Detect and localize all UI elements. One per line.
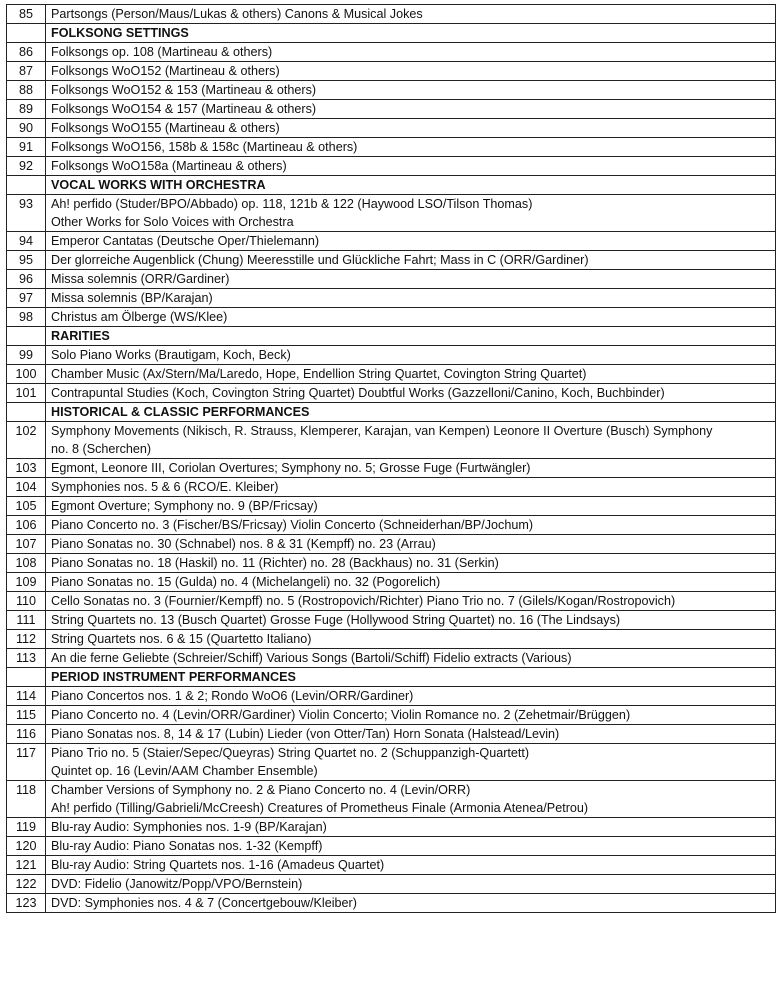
item-number: 117 xyxy=(7,744,46,781)
table-row xyxy=(7,232,776,251)
item-description xyxy=(46,592,776,611)
item-number: 90 xyxy=(7,119,46,138)
description-line: String Quartets nos. 6 & 15 (Quartetto Italiano) xyxy=(51,632,312,646)
item-number: 113 xyxy=(7,649,46,668)
item-number: 86 xyxy=(7,43,46,62)
item-number: 115 xyxy=(7,706,46,725)
item-number: 93 xyxy=(7,195,46,232)
item-number: 98 xyxy=(7,308,46,327)
item-description xyxy=(46,611,776,630)
table-row xyxy=(7,138,776,157)
section-header-row xyxy=(7,327,776,346)
item-number: 121 xyxy=(7,856,46,875)
table-row xyxy=(7,459,776,478)
item-number: 92 xyxy=(7,157,46,176)
item-description xyxy=(46,554,776,573)
description-line: Piano Sonatas no. 15 (Gulda) no. 4 (Michelangeli) no. 32 (Pogorelich) xyxy=(51,575,441,589)
table-row xyxy=(7,346,776,365)
item-number: 87 xyxy=(7,62,46,81)
section-title: FOLKSONG SETTINGS xyxy=(46,24,776,43)
item-description xyxy=(46,573,776,592)
table-row xyxy=(7,687,776,706)
table-row xyxy=(7,573,776,592)
item-description xyxy=(46,365,776,384)
section-header-row xyxy=(7,24,776,43)
item-number: 101 xyxy=(7,384,46,403)
description-line: Folksongs op. 108 (Martineau & others) xyxy=(51,45,273,59)
item-number: 95 xyxy=(7,251,46,270)
description-line: String Quartets no. 13 (Busch Quartet) Grosse Fuge (Hollywood String Quartet) no. 16 (The Lindsays) xyxy=(51,613,621,627)
item-number: 108 xyxy=(7,554,46,573)
table-row xyxy=(7,894,776,913)
table-row xyxy=(7,195,776,232)
description-line: Piano Concerto no. 4 (Levin/ORR/Gardiner) Violin Concerto; Violin Romance no. 2 (Zehetmair/Brüggen) xyxy=(51,708,631,722)
table-row xyxy=(7,100,776,119)
description-line: Ah! perfido (Studer/BPO/Abbado) op. 118, 121b & 122 (Haywood LSO/Tilson Thomas) xyxy=(51,197,533,211)
section-header-row xyxy=(7,176,776,195)
item-number: 91 xyxy=(7,138,46,157)
description-line: Other Works for Solo Voices with Orchestra xyxy=(51,215,294,229)
item-number: 116 xyxy=(7,725,46,744)
table-row xyxy=(7,744,776,781)
section-title: HISTORICAL & CLASSIC PERFORMANCES xyxy=(46,403,776,422)
item-description xyxy=(46,744,776,781)
item-description xyxy=(46,856,776,875)
table-row xyxy=(7,649,776,668)
item-description xyxy=(46,459,776,478)
description-line: Egmont, Leonore III, Coriolan Overtures; Symphony no. 5; Grosse Fuge (Furtwängler) xyxy=(51,461,531,475)
item-description xyxy=(46,308,776,327)
description-line: Piano Concertos nos. 1 & 2; Rondo WoO6 (Levin/ORR/Gardiner) xyxy=(51,689,414,703)
item-description xyxy=(46,62,776,81)
item-description xyxy=(46,346,776,365)
table-row xyxy=(7,837,776,856)
description-line: Folksongs WoO152 & 153 (Martineau & others) xyxy=(51,83,317,97)
item-number: 110 xyxy=(7,592,46,611)
section-title: RARITIES xyxy=(46,327,776,346)
item-description xyxy=(46,5,776,24)
description-line: Symphony Movements (Nikisch, R. Strauss, Klemperer, Karajan, van Kempen) Leonore II Overture (Busch) Symphony xyxy=(51,424,713,438)
item-number: 118 xyxy=(7,781,46,818)
section-number-cell xyxy=(7,24,46,43)
table-row xyxy=(7,554,776,573)
item-number: 97 xyxy=(7,289,46,308)
section-number-cell xyxy=(7,668,46,687)
item-description xyxy=(46,837,776,856)
table-row xyxy=(7,725,776,744)
description-line: Emperor Cantatas (Deutsche Oper/Thielemann) xyxy=(51,234,320,248)
table-row xyxy=(7,535,776,554)
item-description xyxy=(46,516,776,535)
item-description xyxy=(46,138,776,157)
description-line: Folksongs WoO155 (Martineau & others) xyxy=(51,121,280,135)
item-number: 106 xyxy=(7,516,46,535)
table-row xyxy=(7,251,776,270)
item-number: 119 xyxy=(7,818,46,837)
description-line: Piano Sonatas nos. 8, 14 & 17 (Lubin) Lieder (von Otter/Tan) Horn Sonata (Halstead/Levin) xyxy=(51,727,560,741)
table-row xyxy=(7,781,776,818)
table-row xyxy=(7,365,776,384)
item-description xyxy=(46,725,776,744)
item-number: 96 xyxy=(7,270,46,289)
item-description xyxy=(46,875,776,894)
description-line: Piano Sonatas no. 18 (Haskil) no. 11 (Richter) no. 28 (Backhaus) no. 31 (Serkin) xyxy=(51,556,499,570)
item-description xyxy=(46,100,776,119)
section-header-row xyxy=(7,403,776,422)
section-header-row xyxy=(7,668,776,687)
table-row xyxy=(7,478,776,497)
table-row xyxy=(7,308,776,327)
section-title: VOCAL WORKS WITH ORCHESTRA xyxy=(46,176,776,195)
catalog-body xyxy=(7,5,776,913)
table-row xyxy=(7,422,776,459)
description-line: Christus am Ölberge (WS/Klee) xyxy=(51,310,228,324)
table-row xyxy=(7,630,776,649)
description-line: Quintet op. 16 (Levin/AAM Chamber Ensemble) xyxy=(51,764,318,778)
section-number-cell xyxy=(7,176,46,195)
item-description xyxy=(46,630,776,649)
description-line: Partsongs (Person/Maus/Lukas & others) Canons & Musical Jokes xyxy=(51,7,423,21)
table-row xyxy=(7,81,776,100)
item-description xyxy=(46,81,776,100)
description-line: no. 8 (Scherchen) xyxy=(51,442,152,456)
description-line: Blu-ray Audio: Piano Sonatas nos. 1-32 (Kempff) xyxy=(51,839,323,853)
item-number: 104 xyxy=(7,478,46,497)
table-row xyxy=(7,592,776,611)
section-title: PERIOD INSTRUMENT PERFORMANCES xyxy=(46,668,776,687)
table-row xyxy=(7,875,776,894)
item-description xyxy=(46,384,776,403)
item-number: 123 xyxy=(7,894,46,913)
item-number: 94 xyxy=(7,232,46,251)
description-line: Chamber Music (Ax/Stern/Ma/Laredo, Hope, Endellion String Quartet, Covington String Quartet) xyxy=(51,367,587,381)
item-description xyxy=(46,289,776,308)
item-number: 107 xyxy=(7,535,46,554)
table-row xyxy=(7,818,776,837)
item-description xyxy=(46,478,776,497)
table-row xyxy=(7,856,776,875)
description-line: Folksongs WoO158a (Martineau & others) xyxy=(51,159,287,173)
description-line: Folksongs WoO154 & 157 (Martineau & others) xyxy=(51,102,317,116)
description-line: Blu-ray Audio: Symphonies nos. 1-9 (BP/Karajan) xyxy=(51,820,327,834)
item-number: 114 xyxy=(7,687,46,706)
table-row xyxy=(7,5,776,24)
description-line: Piano Concerto no. 3 (Fischer/BS/Fricsay) Violin Concerto (Schneiderhan/BP/Jochum) xyxy=(51,518,534,532)
table-row xyxy=(7,270,776,289)
table-row xyxy=(7,611,776,630)
table-row xyxy=(7,384,776,403)
item-description xyxy=(46,781,776,818)
item-number: 109 xyxy=(7,573,46,592)
table-row xyxy=(7,289,776,308)
section-number-cell xyxy=(7,327,46,346)
table-row xyxy=(7,157,776,176)
item-description xyxy=(46,818,776,837)
item-description xyxy=(46,497,776,516)
table-row xyxy=(7,516,776,535)
description-line: An die ferne Geliebte (Schreier/Schiff) Various Songs (Bartoli/Schiff) Fidelio extracts (Various) xyxy=(51,651,572,665)
catalog-table xyxy=(6,4,776,913)
item-number: 122 xyxy=(7,875,46,894)
description-line: Folksongs WoO156, 158b & 158c (Martineau & others) xyxy=(51,140,358,154)
description-line: DVD: Fidelio (Janowitz/Popp/VPO/Bernstein) xyxy=(51,877,303,891)
description-line: Ah! perfido (Tilling/Gabrieli/McCreesh) Creatures of Prometheus Finale (Armonia Atenea/Petrou) xyxy=(51,801,589,815)
item-number: 88 xyxy=(7,81,46,100)
item-description xyxy=(46,251,776,270)
description-line: Chamber Versions of Symphony no. 2 & Piano Concerto no. 4 (Levin/ORR) xyxy=(51,783,471,797)
item-description xyxy=(46,270,776,289)
description-line: Der glorreiche Augenblick (Chung) Meeresstille und Glückliche Fahrt; Mass in C (ORR/Gardiner) xyxy=(51,253,589,267)
item-description xyxy=(46,195,776,232)
item-number: 105 xyxy=(7,497,46,516)
item-number: 99 xyxy=(7,346,46,365)
description-line: Piano Trio no. 5 (Staier/Sepec/Queyras) String Quartet no. 2 (Schuppanzigh-Quartett) xyxy=(51,746,530,760)
table-row xyxy=(7,706,776,725)
table-row xyxy=(7,119,776,138)
item-number: 111 xyxy=(7,611,46,630)
item-description xyxy=(46,649,776,668)
description-line: Missa solemnis (BP/Karajan) xyxy=(51,291,213,305)
table-row xyxy=(7,497,776,516)
item-number: 100 xyxy=(7,365,46,384)
item-description xyxy=(46,894,776,913)
item-description xyxy=(46,232,776,251)
description-line: Blu-ray Audio: String Quartets nos. 1-16 (Amadeus Quartet) xyxy=(51,858,385,872)
description-line: Missa solemnis (ORR/Gardiner) xyxy=(51,272,230,286)
item-description xyxy=(46,687,776,706)
description-line: Folksongs WoO152 (Martineau & others) xyxy=(51,64,280,78)
item-description xyxy=(46,119,776,138)
item-number: 85 xyxy=(7,5,46,24)
item-description xyxy=(46,422,776,459)
item-number: 102 xyxy=(7,422,46,459)
item-description xyxy=(46,157,776,176)
description-line: Piano Sonatas no. 30 (Schnabel) nos. 8 & 31 (Kempff) no. 23 (Arrau) xyxy=(51,537,436,551)
description-line: Contrapuntal Studies (Koch, Covington String Quartet) Doubtful Works (Gazzelloni/Canino, Koch, Buchbinder) xyxy=(51,386,665,400)
description-line: Solo Piano Works (Brautigam, Koch, Beck) xyxy=(51,348,291,362)
section-number-cell xyxy=(7,403,46,422)
description-line: Cello Sonatas no. 3 (Fournier/Kempff) no. 5 (Rostropovich/Richter) Piano Trio no. 7 (Gilels/Kogan/Rostropovich) xyxy=(51,594,676,608)
item-number: 112 xyxy=(7,630,46,649)
item-number: 120 xyxy=(7,837,46,856)
description-line: Egmont Overture; Symphony no. 9 (BP/Fricsay) xyxy=(51,499,318,513)
item-number: 103 xyxy=(7,459,46,478)
item-description xyxy=(46,706,776,725)
item-description xyxy=(46,43,776,62)
description-line: DVD: Symphonies nos. 4 & 7 (Concertgebouw/Kleiber) xyxy=(51,896,357,910)
item-number: 89 xyxy=(7,100,46,119)
description-line: Symphonies nos. 5 & 6 (RCO/E. Kleiber) xyxy=(51,480,279,494)
table-row xyxy=(7,43,776,62)
table-row xyxy=(7,62,776,81)
item-description xyxy=(46,535,776,554)
